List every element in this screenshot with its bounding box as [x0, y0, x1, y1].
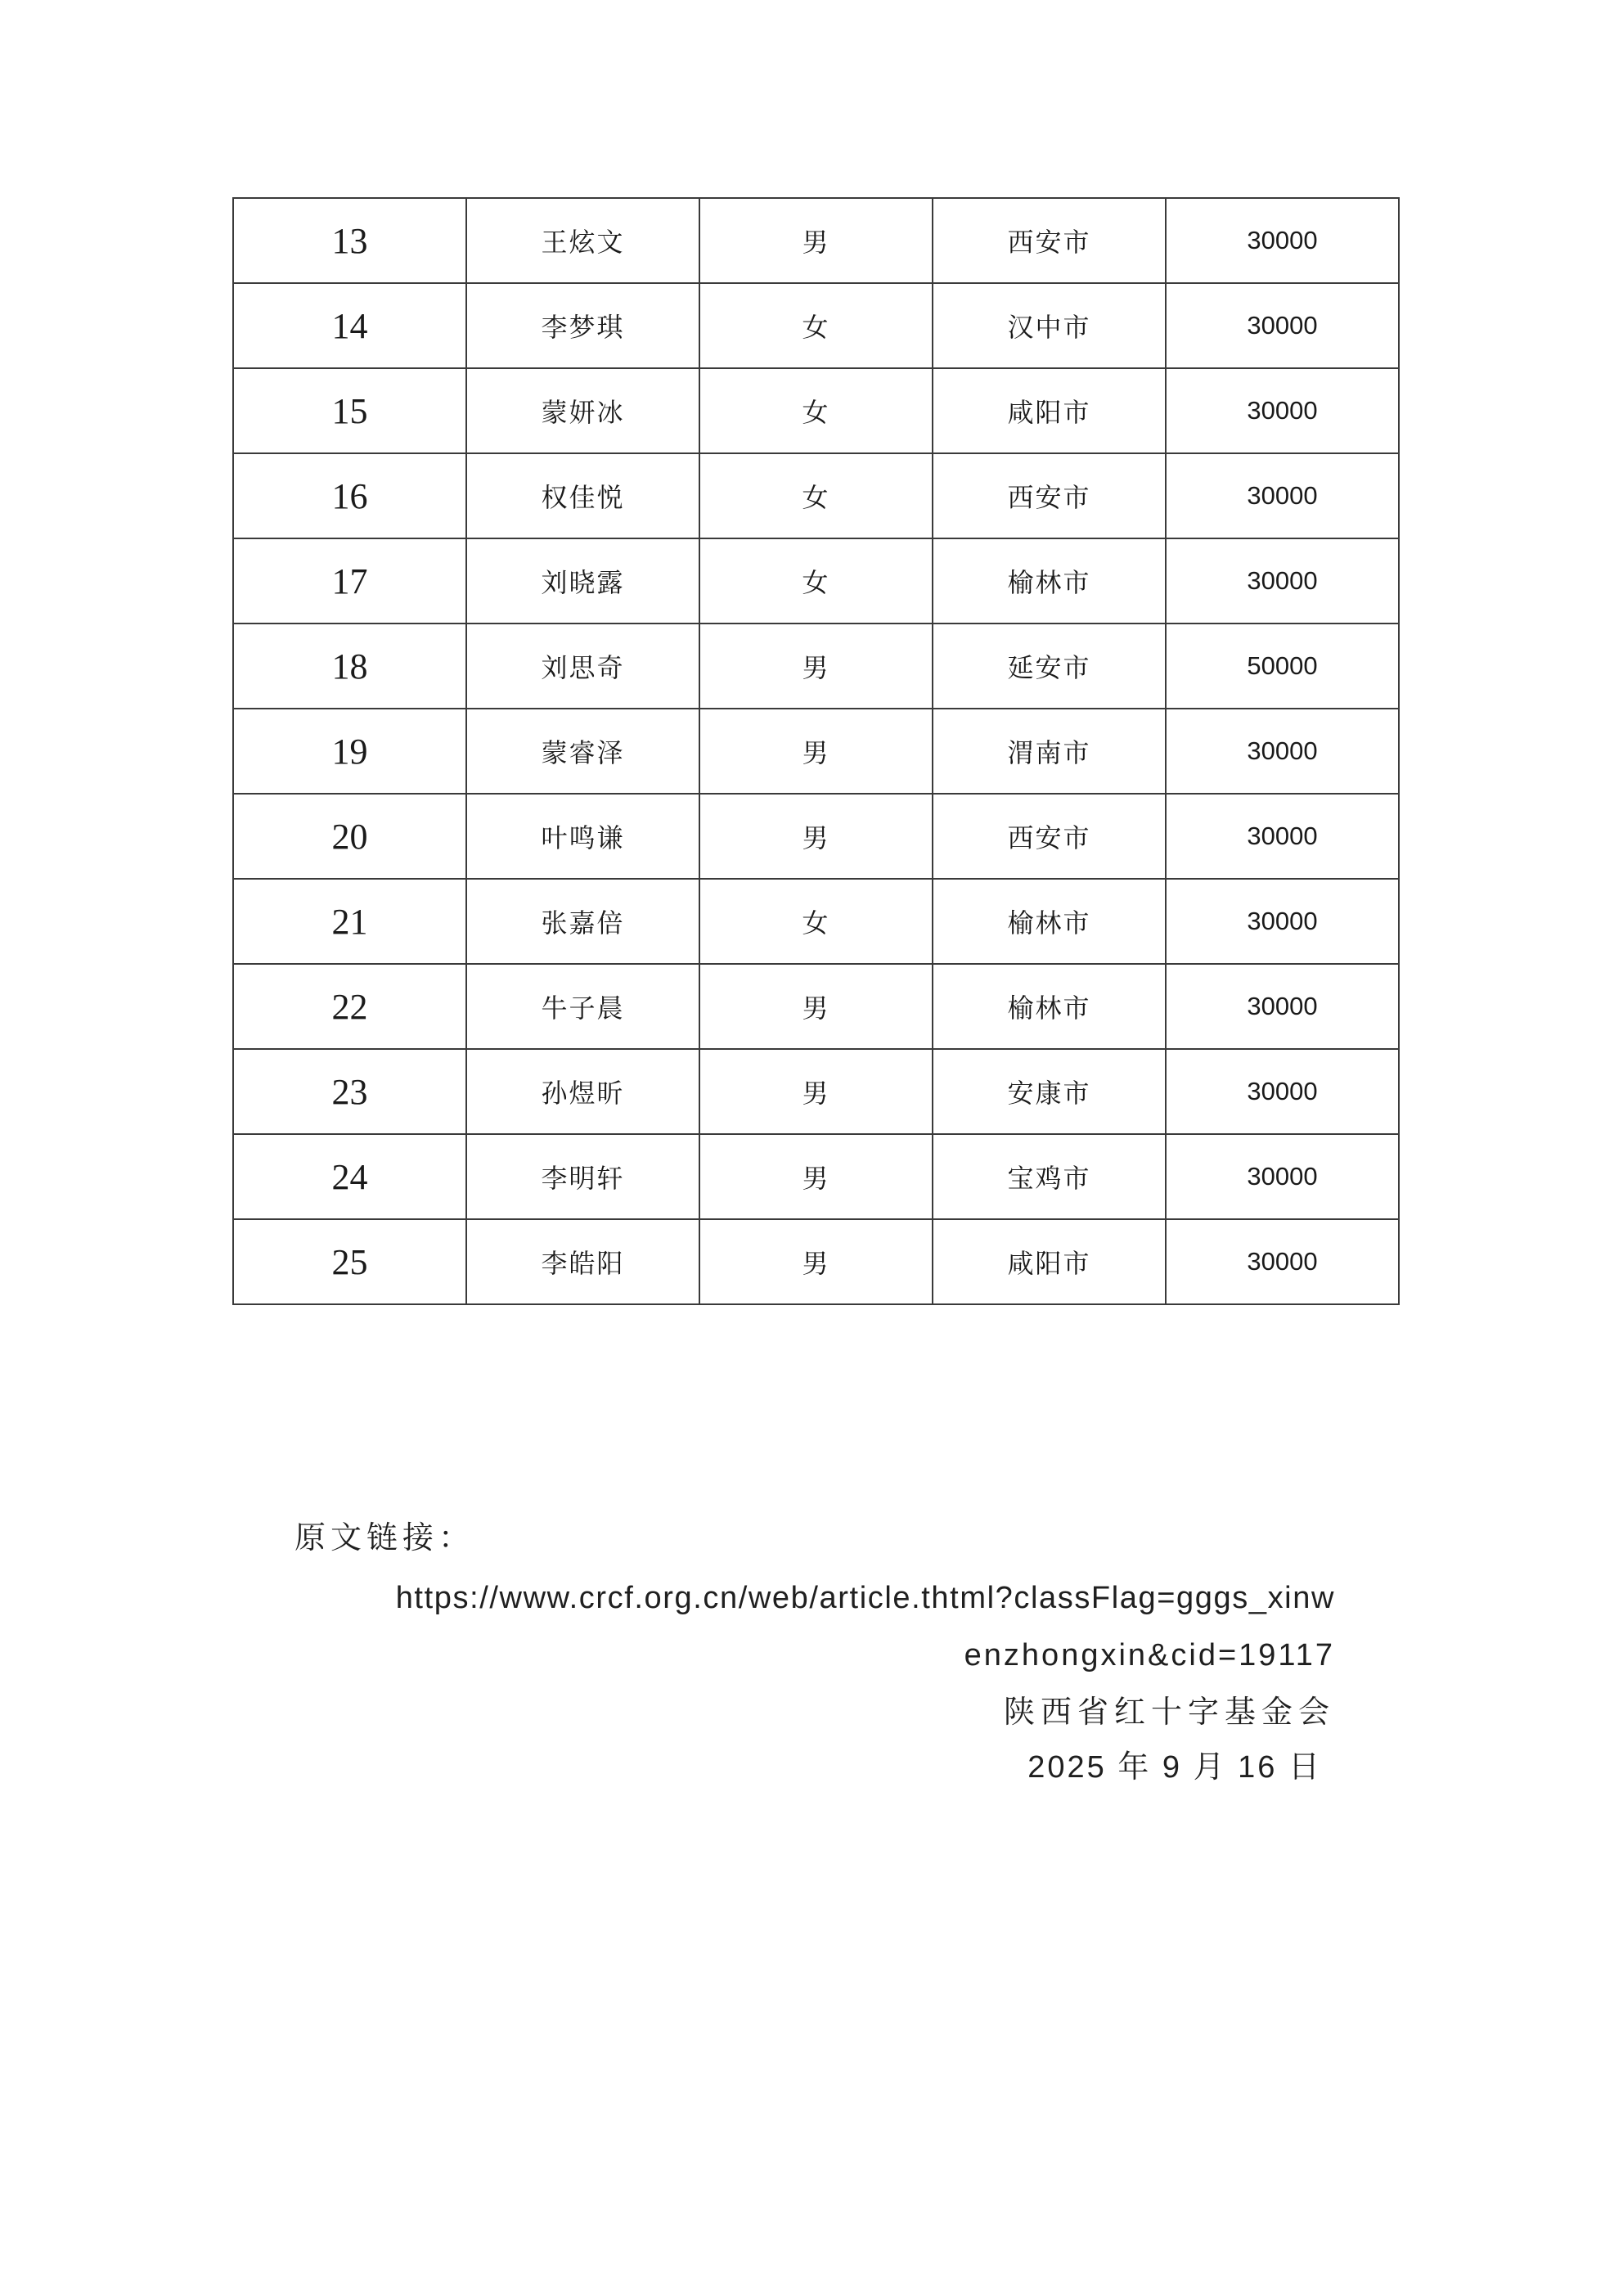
recipient-gender: 女	[699, 453, 933, 538]
row-number: 23	[233, 1049, 466, 1134]
recipient-city: 榆林市	[933, 879, 1166, 964]
award-amount: 30000	[1166, 1219, 1399, 1304]
recipient-name: 蒙妍冰	[466, 368, 699, 453]
table-row	[233, 538, 1399, 624]
recipient-name: 李梦琪	[466, 283, 699, 368]
award-amount: 30000	[1166, 879, 1399, 964]
award-amount: 30000	[1166, 964, 1399, 1049]
recipient-gender: 男	[699, 964, 933, 1049]
recipient-gender: 男	[699, 1134, 933, 1219]
row-number: 16	[233, 453, 466, 538]
award-amount: 30000	[1166, 538, 1399, 624]
recipient-gender: 男	[699, 624, 933, 709]
recipient-gender: 女	[699, 879, 933, 964]
award-amount: 30000	[1166, 709, 1399, 794]
source-url-line-1[interactable]: https://www.crcf.org.cn/web/article.thtml?classFlag=gggs_xinw	[395, 1581, 1335, 1615]
recipient-city: 渭南市	[933, 709, 1166, 794]
award-amount: 30000	[1166, 794, 1399, 879]
recipient-gender: 女	[699, 368, 933, 453]
table-row	[233, 964, 1399, 1049]
recipient-city: 安康市	[933, 1049, 1166, 1134]
recipient-city: 汉中市	[933, 283, 1166, 368]
recipient-city: 咸阳市	[933, 368, 1166, 453]
recipient-city: 西安市	[933, 453, 1166, 538]
table-row	[233, 198, 1399, 283]
source-link-label: 原文链接：	[294, 1519, 475, 1555]
table-row	[233, 624, 1399, 709]
table-row	[233, 283, 1399, 368]
recipient-city: 西安市	[933, 794, 1166, 879]
recipient-city: 宝鸡市	[933, 1134, 1166, 1219]
row-number: 13	[233, 198, 466, 283]
award-amount: 30000	[1166, 283, 1399, 368]
recipient-name: 刘思奇	[466, 624, 699, 709]
row-number: 19	[233, 709, 466, 794]
document-date: 2025 年 9 月 16 日	[1027, 1750, 1322, 1785]
recipient-city: 延安市	[933, 624, 1166, 709]
row-number: 25	[233, 1219, 466, 1304]
award-amount: 30000	[1166, 1134, 1399, 1219]
recipient-table	[232, 197, 1400, 1305]
table-row	[233, 794, 1399, 879]
award-amount: 50000	[1166, 624, 1399, 709]
row-number: 20	[233, 794, 466, 879]
recipient-name: 李明轩	[466, 1134, 699, 1219]
recipient-name: 蒙睿泽	[466, 709, 699, 794]
table-row	[233, 453, 1399, 538]
row-number: 22	[233, 964, 466, 1049]
recipient-gender: 男	[699, 1219, 933, 1304]
recipient-name: 王炫文	[466, 198, 699, 283]
recipient-name: 叶鸣谦	[466, 794, 699, 879]
recipient-gender: 男	[699, 709, 933, 794]
recipient-city: 咸阳市	[933, 1219, 1166, 1304]
recipient-name: 张嘉倍	[466, 879, 699, 964]
recipient-gender: 男	[699, 794, 933, 879]
table-row	[233, 1219, 1399, 1304]
row-number: 15	[233, 368, 466, 453]
recipient-city: 榆林市	[933, 964, 1166, 1049]
table-row	[233, 368, 1399, 453]
table-row	[233, 1049, 1399, 1134]
recipient-name: 李皓阳	[466, 1219, 699, 1304]
recipient-city: 榆林市	[933, 538, 1166, 624]
source-url-line-2[interactable]: enzhongxin&cid=19117	[964, 1638, 1335, 1672]
award-amount: 30000	[1166, 198, 1399, 283]
recipient-gender: 女	[699, 283, 933, 368]
recipient-name: 孙煜昕	[466, 1049, 699, 1134]
award-amount: 30000	[1166, 368, 1399, 453]
award-amount: 30000	[1166, 453, 1399, 538]
recipient-name: 刘晓露	[466, 538, 699, 624]
recipient-name: 权佳悦	[466, 453, 699, 538]
recipient-gender: 女	[699, 538, 933, 624]
row-number: 17	[233, 538, 466, 624]
recipient-city: 西安市	[933, 198, 1166, 283]
table-row	[233, 1134, 1399, 1219]
row-number: 24	[233, 1134, 466, 1219]
row-number: 18	[233, 624, 466, 709]
recipient-gender: 男	[699, 198, 933, 283]
recipient-table-body	[233, 198, 1399, 1304]
table-row	[233, 879, 1399, 964]
recipient-gender: 男	[699, 1049, 933, 1134]
organization-name: 陕西省红十字基金会	[1003, 1694, 1335, 1730]
recipient-name: 牛子晨	[466, 964, 699, 1049]
table-row	[233, 709, 1399, 794]
award-amount: 30000	[1166, 1049, 1399, 1134]
row-number: 14	[233, 283, 466, 368]
row-number: 21	[233, 879, 466, 964]
